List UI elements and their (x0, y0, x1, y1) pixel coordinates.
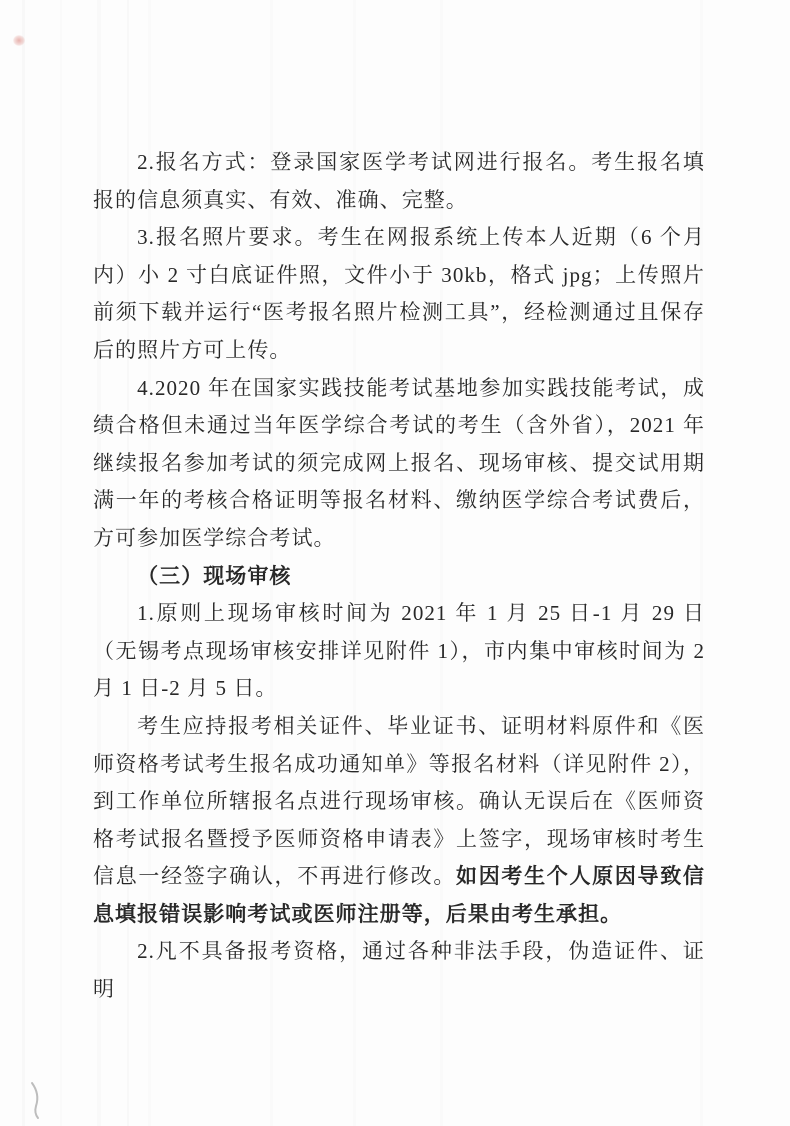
scan-artifact-pen-mark (28, 1080, 52, 1120)
paragraph-registration-method: 2.报名方式：登录国家医学考试网进行报名。考生报名填报的信息须真实、有效、准确、完整。 (93, 150, 705, 212)
paragraph-review-schedule: 1.原则上现场审核时间为 2021 年 1 月 25 日-1 月 29 日（无锡考点现场审核安排详见附件 1），市内集中审核时间为 2 月 1 日-2 月 5 日。 (93, 601, 705, 701)
paragraph-review-materials (93, 708, 705, 934)
scan-artifact-red-dot (13, 35, 25, 46)
paragraph-2020-exam-candidates: 4.2020 年在国家实践技能考试基地参加实践技能考试，成绩合格但未通过当年医学综合考试的考生（含外省），2021 年继续报名参加考试的须完成网上报名、现场审核、提交试用期满一年的考核合格证明等报名材料、缴纳医学综合考试费后，方可参加医学综合考试。 (93, 375, 705, 550)
paragraph-review-materials-normal-text: 考生应持报考相关证件、毕业证书、证明材料原件和《医师资格考试考生报名成功通知单》等报名材料（详见附件 2），到工作单位所辖报名点进行现场审核。确认无误后在《医师资格考试报名暨授予医师资格申请表》上签字，现场审核时考生信息一经签字确认，不再进行修改。 (93, 713, 705, 889)
paragraph-photo-requirements: 3.报名照片要求。考生在网报系统上传本人近期（6 个月内）小 2 寸白底证件照，文件小于 30kb，格式 jpg；上传照片前须下载并运行“医考报名照片检测工具”，经检测通过且保存后的照片方可上传。 (93, 225, 705, 362)
paragraph-unqualified-applicants: 2.凡不具备报考资格，通过各种非法手段，伪造证件、证明 (93, 939, 705, 1002)
document-body-text (93, 144, 705, 1009)
scan-streak (22, 0, 25, 1126)
paragraph-review-materials-bold-warning: 如因考生个人原因导致信息填报错误影响考试或医师注册等，后果由考生承担。 (93, 864, 705, 926)
section-heading-onsite-review: （三）现场审核 (137, 563, 292, 588)
scan-streak (60, 0, 62, 1126)
